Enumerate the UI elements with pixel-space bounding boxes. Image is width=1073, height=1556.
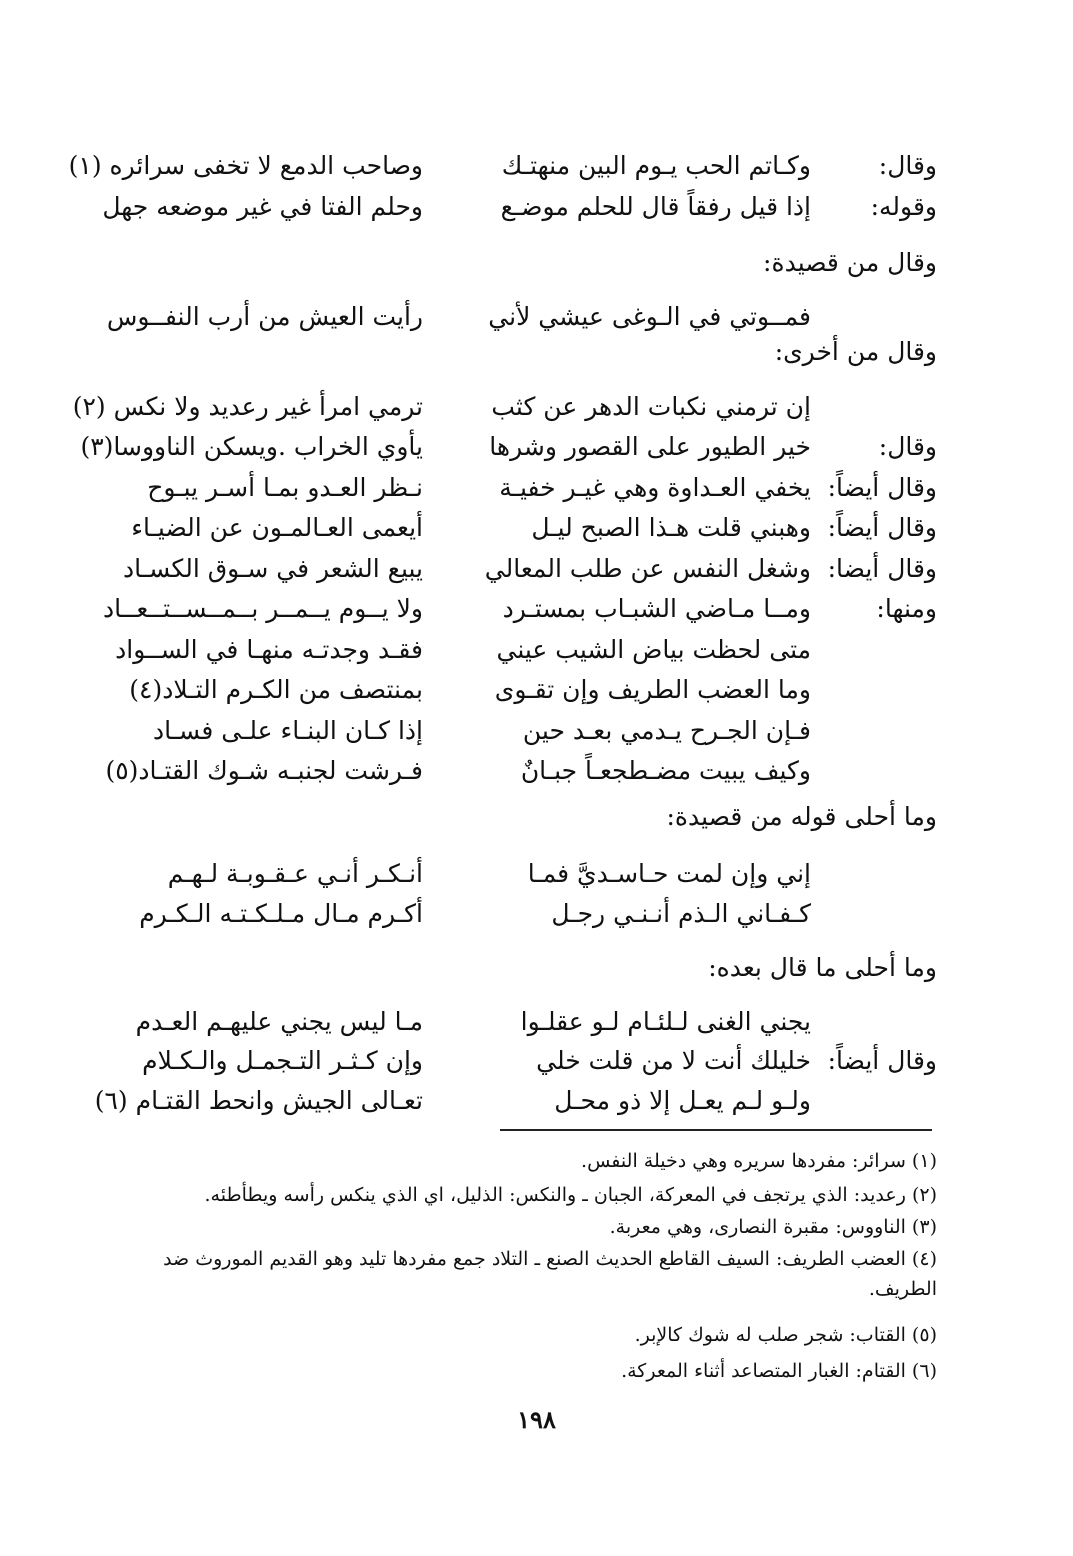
poem-first-hemistich: وكيف يبيت مضـطجعـاً جبـانٌ (520, 756, 811, 785)
poem-first-hemistich: وكـاتم الحب يـوم البين منهتـك (501, 151, 811, 180)
poem-first-hemistich: إن ترمني نكبات الدهر عن كثب (491, 392, 811, 421)
poem-first-hemistich: فمــوتي في الـوغى عيشي لأني (488, 302, 811, 331)
poem-second-hemistich: فـرشت لجنبـه شـوك القتـاد(٥) (105, 756, 423, 785)
section-intro: وما أحلى ما قال بعده: (708, 953, 937, 982)
poem-first-hemistich: يجني الغنى لـلئـام لـو عقلـوا (520, 1007, 811, 1036)
poem-first-hemistich: وشغل النفس عن طلب المعالي (484, 554, 811, 583)
poem-first-hemistich: خير الطيور على القصور وشرها (489, 432, 811, 461)
poem-first-hemistich: وما العضب الطريف وإن تقـوى (494, 675, 811, 704)
poem-second-hemistich: تعـالى الجيش وانحط القتـام (٦) (94, 1086, 423, 1115)
page-number: ١٩٨ (517, 1405, 556, 1434)
footnote: (٣) الناووس: مقبرة النصارى، وهي معربة. (609, 1216, 937, 1238)
footnote: (٥) القتاب: شجر صلب له شوك كالإبر. (634, 1324, 937, 1346)
poem-second-hemistich: رأيت العيش من أرب النفــوس (106, 302, 423, 331)
poem-second-hemistich: مـا ليس يجني عليهـم العـدم (135, 1007, 423, 1036)
poem-second-hemistich: بمنتصف من الكـرم التـلاد(٤) (129, 675, 423, 704)
poem-second-hemistich: يبيع الشعر في سـوق الكسـاد (123, 554, 423, 583)
poem-second-hemistich: يأوي الخراب .ويسكن الناووسا(٣) (80, 432, 423, 461)
poem-first-hemistich: خليلك أنت لا من قلت خلي (536, 1046, 811, 1075)
poem-speaker: وقال أيضاً: (827, 1046, 937, 1075)
poem-second-hemistich: وإن كـثـر التـجمـل والـكـلام (142, 1046, 423, 1075)
poem-second-hemistich: فقـد وجدتـه منهـا في الســواد (115, 635, 423, 664)
poem-second-hemistich: ترمي امرأ غير رعديد ولا نكس (٢) (72, 392, 423, 421)
poem-first-hemistich: يخفي العـداوة وهي غيـر خفيـة (499, 473, 811, 502)
poem-first-hemistich: متى لحظت بياض الشيب عيني (496, 635, 811, 664)
section-intro: وما أحلى قوله من قصيدة: (666, 802, 937, 831)
poem-speaker: وقال: (878, 432, 937, 461)
poem-first-hemistich: إذا قيل رفقاً قال للحلم موضـع (500, 192, 811, 221)
section-intro: وقال من قصيدة: (763, 248, 937, 277)
poem-second-hemistich: ولا يــوم يــمــر بــمــســتــعــاد (103, 594, 423, 623)
poem-speaker: وقال أيضاً: (827, 513, 937, 542)
poem-second-hemistich: أنـكـر أنـي عـقـوبـة لـهـم (167, 859, 423, 888)
poem-second-hemistich: نـظر العـدو بمـا أسـر يبـوح (147, 473, 423, 502)
poem-speaker: وقال: (878, 151, 937, 180)
poem-second-hemistich: إذا كـان البنـاء علـى فسـاد (152, 716, 423, 745)
poem-first-hemistich: فـإن الجـرح يـدمي بعـد حين (522, 716, 811, 745)
section-intro: وقال من أخرى: (774, 337, 937, 366)
poem-first-hemistich: وهبني قلت هـذا الصبح ليـل (531, 513, 811, 542)
poem-speaker: وقال أيضا: (827, 554, 937, 583)
footnote-separator (500, 1129, 932, 1131)
poem-second-hemistich: وحلم الفتا في غير موضعه جهل (102, 192, 423, 221)
poem-first-hemistich: كـفـاني الـذم أنـنـي رجـل (551, 899, 811, 928)
poem-second-hemistich: أيعمى العـالمـون عن الضيـاء (131, 513, 423, 542)
footnote: (٤) العضب الطريف: السيف القاطع الحديث الصنع ـ التلاد جمع مفردها تليد وهو القديم الموروث ضد الطريف. (163, 1248, 937, 1300)
poem-speaker: وقوله: (870, 192, 937, 221)
poem-first-hemistich: ولـو لـم يعـل إلا ذو محـل (554, 1086, 811, 1115)
footnote: (٦) القتام: الغبار المتصاعد أثناء المعركة. (621, 1360, 937, 1382)
poem-second-hemistich: وصاحب الدمع لا تخفى سرائره (١) (68, 151, 423, 180)
poem-speaker: ومنها: (876, 594, 937, 623)
poem-first-hemistich: ومــا مـاضي الشبـاب بمستـرد (502, 594, 811, 623)
footnote: (١) سرائر: مفردها سريره وهي دخيلة النفس. (581, 1150, 937, 1172)
poem-speaker: وقال أيضاً: (827, 473, 937, 502)
poem-second-hemistich: أكـرم مـال مـلـكـتـه الـكـرم (139, 899, 423, 928)
poem-first-hemistich: إني وإن لمت حـاسـديَّ فمـا (527, 859, 811, 888)
footnote: (٢) رعديد: الذي يرتجف في المعركة، الجبان ـ والنكس: الذليل، اي الذي ينكس رأسه ويطأطئه. (204, 1184, 937, 1206)
